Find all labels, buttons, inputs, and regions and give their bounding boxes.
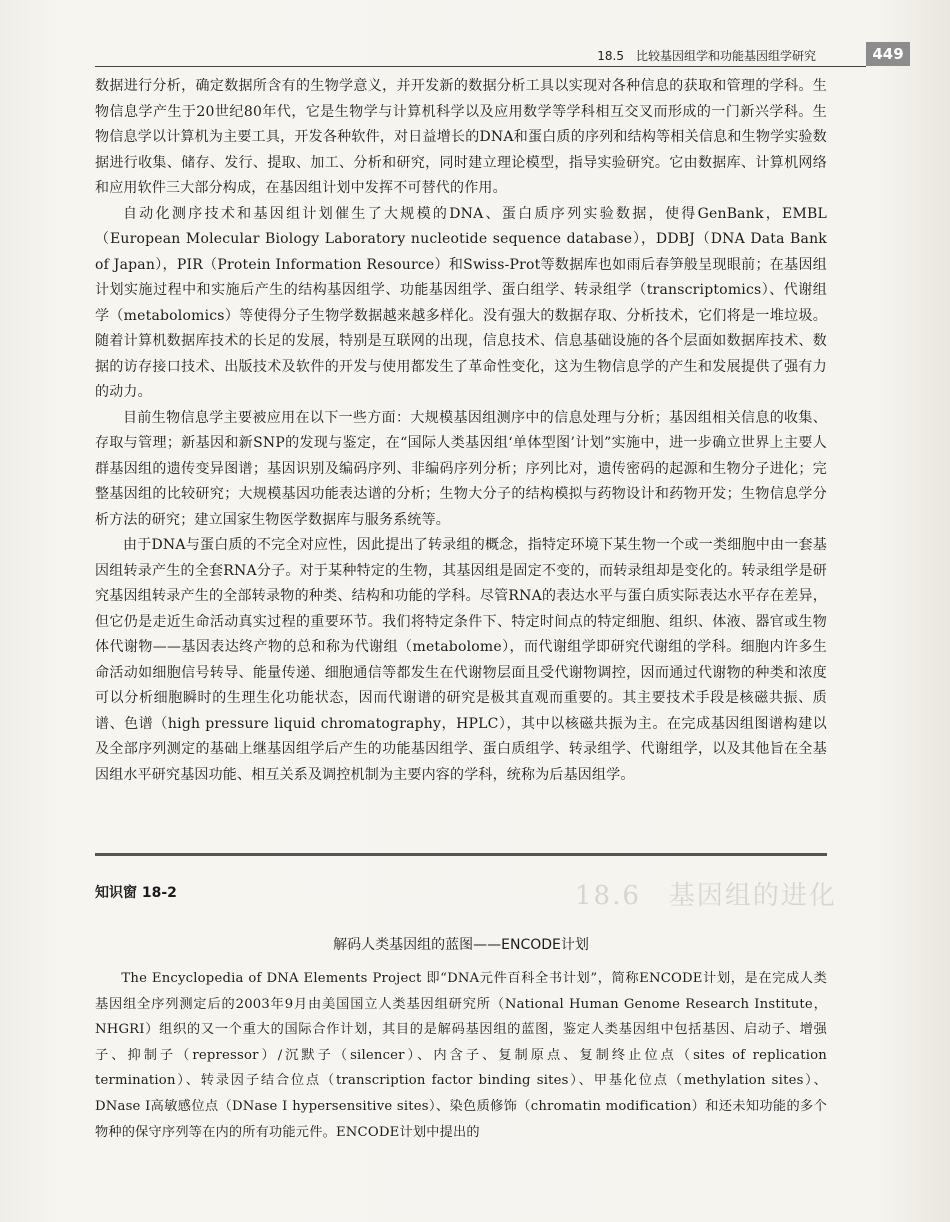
paragraph-1: 数据进行分析，确定数据所含有的生物学意义，并开发新的数据分析工具以实现对各种信息的获取和管理的学科。生物信息学产生于20世纪80年代，它是生物学与计算机科学以及应用数学等学科相互交叉而形成的一门新兴学科。生物信息学以计算机为主要工具，开发各种软件，对日益增长的DNA和蛋白质的序列和结构等相关信息和生物学实验数据进行收集、储存、发行、提取、加工、分析和研究，同时建立理论模型，指导实验研究。它由数据库、计算机网络和应用软件三大部分构成，在基因组计划中发挥不可替代的作用。	[95, 78, 827, 196]
knowledge-box-title: 解码人类基因组的蓝图——ENCODE计划	[333, 937, 589, 953]
paragraph-4: 由于DNA与蛋白质的不完全对应性，因此提出了转录组的概念，指特定环境下某生物一个或一类细胞中由一套基因组转录产生的全套RNA分子。对于某种特定的生物，其基因组是固定不变的，而转录组却是变化的。转录组学是研究基因组转录产生的全部转录物的种类、结构和功能的学科。尽管RNA的表达水平与蛋白质实际表达水平存在差异，但它仍是走近生命活动真实过程的重要环节。我们将特定条件下、特定时间点的特定细胞、组织、体液、器官或生物体代谢物——基因表达终产物的总和称为代谢组（metabolome），而代谢组学即研究代谢组的学科。细胞内许多生命活动如细胞信号转导、能量传递、细胞通信等都发生在代谢物层面且受代谢物调控，因而通过代谢物的种类和浓度可以分析细胞瞬时的生理生化功能状态，因而代谢谱的研究是极其直观而重要的。其主要技术手段是核磁共振、质谱、色谱（high pressure liquid chromatography，HPLC），其中以核磁共振为主。在完成基因组图谱构建以及全部序列测定的基础上继基因组学后产生的功能基因组学、蛋白质组学、转录组学、代谢组学，以及其他旨在全基因组水平研究基因功能、相互关系及调控机制为主要内容的学科，统称为后基因组学。	[95, 537, 827, 783]
knowledge-box-text	[95, 966, 827, 1145]
running-title: 18.5 比较基因组学和功能基因组学研究	[597, 49, 816, 63]
paragraph-3: 目前生物信息学主要被应用在以下一些方面：大规模基因组测序中的信息处理与分析；基因组相关信息的收集、存取与管理；新基因和新SNP的发现与鉴定，在“国际人类基因组‘单体型图’计划”实施中，进一步确立世界上主要人群基因组的遗传变异图谱；基因识别及编码序列、非编码序列分析；序列比对，遗传密码的起源和生物分子进化；完整基因组的比较研究；大规模基因功能表达谱的分析；生物大分子的结构模拟与药物设计和药物开发；生物信息学分析方法的研究；建立国家生物医学数据库与服务系统等。	[95, 409, 827, 528]
bleed-through-heading: 18.6 基因组的进化	[575, 881, 837, 911]
page-header	[95, 40, 910, 70]
paragraph-2: 自动化测序技术和基因组计划催生了大规模的DNA、蛋白质序列实验数据，使得GenBank，EMBL（European Molecular Biology Laboratory nucleotide sequence database），DDBJ（DNA Data Bank of Japan），PIR（Protein Information Resource）和Swiss-Prot等数据库也如雨后春笋般呈现眼前；在基因组计划实施过程中和实施后产生的结构基因组学、功能基因组学、蛋白组学、转录组学（transcriptomics）、代谢组学（metabolomics）等使得分子生物学数据越来越多样化。没有强大的数据存取、分析技术，它们将是一堆垃圾。随着计算机数据库技术的长足的发展，特别是互联网的出现，信息技术、信息基础设施的各个层面如数据库技术、数据的访存接口技术、出版技术及软件的开发与使用都发生了革命性变化，这为生物信息学的产生和发展提供了强有力的动力。	[95, 205, 827, 400]
page-number: 449	[866, 42, 910, 66]
knowledge-box-paragraph: The Encyclopedia of DNA Elements Project 即“DNA元件百科全书计划”，简称ENCODE计划，是在完成人类基因组全序列测定后的2003年9月由美国国立人类基因组研究所（National Human Genome Research Institute，NHGRI）组织的又一个重大的国际合作计划，其目的是解码基因组的蓝图，鉴定人类基因组中包括基因、启动子、增强子、抑制子（repressor）/沉默子（silencer）、内含子、复制原点、复制终止位点（sites of replication termination）、转录因子结合位点（transcription factor binding sites）、甲基化位点（methylation sites）、DNase Ⅰ高敏感位点（DNase Ⅰ hypersensitive sites）、染色质修饰（chromatin modification）和还未知功能的多个物种的保守序列等在内的所有功能元件。ENCODE计划中提出的	[95, 971, 827, 1140]
main-text	[95, 74, 827, 788]
section-divider	[95, 853, 827, 856]
header-rule	[95, 66, 866, 67]
knowledge-box-label: 知识窗 18-2	[95, 885, 177, 901]
